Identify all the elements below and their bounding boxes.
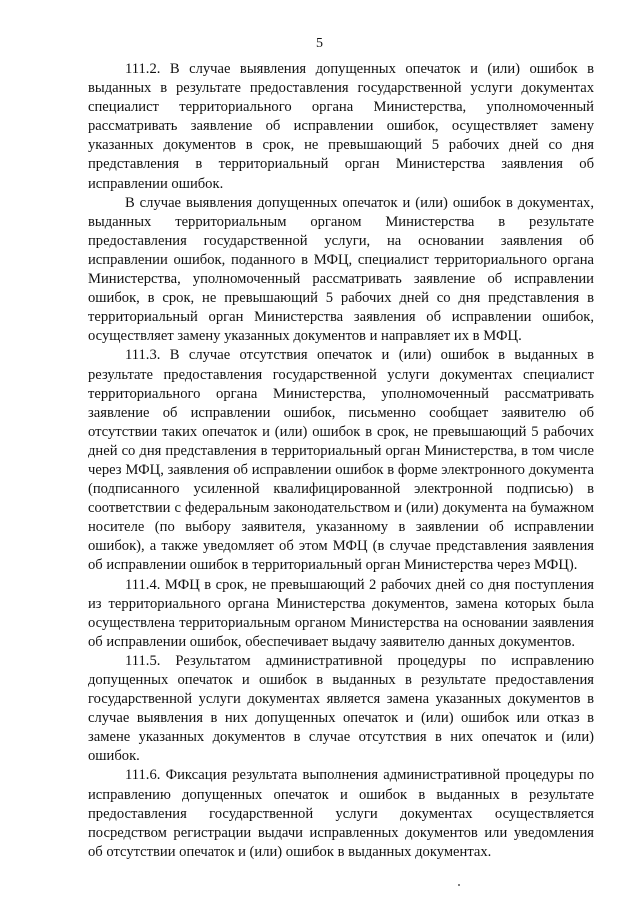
document-body	[88, 60, 594, 862]
paragraph-111-2: 111.2. В случае выявления допущенных опечаток и (или) ошибок в выданных в результате предоставления государственной услуги документах специалист территориального органа Министерства, уполномоченный рассматривать заявление об исправлении ошибок, осуществляет замену указанных документов в срок, не превышающий 5 рабочих дней со дня представления в территориальный орган Министерства заявления об исправлении ошибок.	[88, 61, 594, 192]
page-number: 5	[316, 36, 323, 51]
paragraph-111-2-continuation: В случае выявления допущенных опечаток и (или) ошибок в документах, выданных территориальным органом Министерства в результате предоставления государственной услуги, на основании заявления об исправлении ошибок, поданного в МФЦ, специалист территориального органа Министерства, уполномоченный рассматривать заявление об исправлении ошибок, в срок, не превышающий 5 рабочих дней со дня представления в территориальный орган Министерства заявления об исправлении ошибок, осуществляет замену указанных документов и направляет их в МФЦ.	[88, 194, 594, 345]
paragraph-111-5: 111.5. Результатом административной процедуры по исправлению допущенных опечаток и ошибок в выданных в результате предоставления государственной услуги документах является замена указанных документов в случае выявления в них допущенных опечаток и (или) ошибок или отказ в замене указанных документов в случае отсутствия в них опечаток и (или) ошибок.	[88, 652, 594, 765]
paragraph-111-6: 111.6. Фиксация результата выполнения административной процедуры по исправлению допущенных опечаток и ошибок в выданных в результате предоставления государственной услуги документах осуществляется посредством регистрации выдачи исправленных документов или уведомления об отсутствии опечаток и (или) ошибок в выданных документах.	[88, 767, 594, 860]
scan-speck	[458, 884, 460, 886]
paragraph-111-4: 111.4. МФЦ в срок, не превышающий 2 рабочих дней со дня поступления из территориального органа Министерства документов, замена которых была осуществлена территориальным органом Министерства на основании заявления об исправлении ошибок, обеспечивает выдачу заявителю данных документов.	[88, 576, 594, 650]
paragraph-111-3: 111.3. В случае отсутствия опечаток и (или) ошибок в выданных в результате предоставления государственной услуги документах специалист территориального органа Министерства, уполномоченный рассматривать заявление об исправлении ошибок, письменно сообщает заявителю об отсутствии таких опечаток и (или) ошибок в срок, не превышающий 5 рабочих дней со дня представления в территориальный орган Министерства, в том числе через МФЦ, заявления об исправлении ошибок в форме электронного документа (подписанного усиленной квалифицированной электронной подписью) в соответствии с федеральным законодательством и (или) документа на бумажном носителе (по выбору заявителя, указанному в заявлении об исправлении ошибок), а также уведомляет об этом МФЦ (в случае представления заявления об исправлении ошибок в территориальный орган Министерства через МФЦ).	[88, 347, 594, 574]
